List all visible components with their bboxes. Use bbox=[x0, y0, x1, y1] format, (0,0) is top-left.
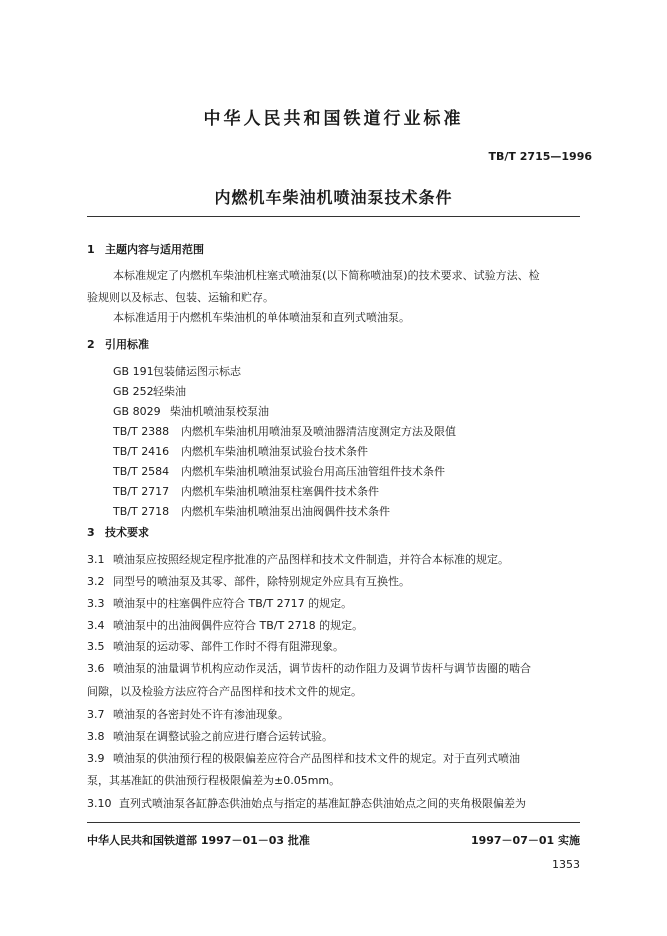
reference-title: 包装储运图示标志 bbox=[153, 365, 241, 378]
clause-text: 喷油泵中的出油阀偶件应符合 TB/T 2718 的规定。 bbox=[113, 619, 364, 632]
title-divider bbox=[87, 216, 580, 217]
reference-code: TB/T 2416 bbox=[113, 445, 170, 458]
reference-title: 内燃机车柴油机喷油泵试验台技术条件 bbox=[181, 445, 368, 458]
clause-text: 喷油泵应按照经规定程序批准的产品图样和技术文件制造，并符合本标准的规定。 bbox=[113, 553, 509, 566]
clause-number: 3.7 bbox=[87, 708, 105, 721]
reference-code: GB 252 bbox=[113, 385, 154, 398]
clause-text: 喷油泵的运动零、部件工作时不得有阻滞现象。 bbox=[113, 640, 344, 653]
clause-item bbox=[87, 750, 520, 766]
clause-item bbox=[87, 595, 352, 611]
clause-number: 3.2 bbox=[87, 575, 105, 588]
reference-code: TB/T 2717 bbox=[113, 485, 170, 498]
reference-item bbox=[113, 363, 241, 379]
clause-number: 3.9 bbox=[87, 752, 105, 765]
reference-code: TB/T 2388 bbox=[113, 425, 170, 438]
reference-code: GB 191 bbox=[113, 365, 154, 378]
clause-item bbox=[87, 551, 509, 567]
footer-divider bbox=[87, 822, 580, 823]
section-title: 技术要求 bbox=[105, 526, 149, 539]
clause-number: 3.4 bbox=[87, 619, 105, 632]
reference-item bbox=[113, 463, 445, 479]
reference-code: TB/T 2718 bbox=[113, 505, 170, 518]
reference-item bbox=[113, 503, 390, 519]
section-title: 主题内容与适用范围 bbox=[105, 243, 204, 256]
section-title: 引用标准 bbox=[105, 338, 149, 351]
clause-text: 喷油泵中的柱塞偶件应符合 TB/T 2717 的规定。 bbox=[113, 597, 353, 610]
reference-title: 内燃机车柴油机喷油泵出油阀偶件技术条件 bbox=[181, 505, 390, 518]
reference-title: 内燃机车柴油机用喷油泵及喷油器清洁度测定方法及限值 bbox=[181, 425, 456, 438]
reference-code: GB 8029 bbox=[113, 405, 161, 418]
clause-item bbox=[87, 706, 289, 722]
clause-continuation: 泵，其基准缸的供油预行程极限偏差为±0.05mm。 bbox=[87, 774, 341, 787]
clause-continuation: 间隙，以及检验方法应符合产品图样和技术文件的规定。 bbox=[87, 685, 362, 698]
reference-code: TB/T 2584 bbox=[113, 465, 170, 478]
clause-text: 喷油泵的供油预行程的极限偏差应符合产品图样和技术文件的规定。对于直列式喷油 bbox=[113, 752, 520, 765]
clause-number: 3.8 bbox=[87, 730, 105, 743]
reference-item bbox=[113, 423, 456, 439]
reference-title: 轻柴油 bbox=[153, 385, 186, 398]
clause-number: 3.6 bbox=[87, 662, 105, 675]
paragraph: 验规则以及标志、包装、运输和贮存。 bbox=[87, 291, 274, 304]
clause-number: 3.10 bbox=[87, 797, 112, 810]
clause-item bbox=[87, 728, 333, 744]
clause-text: 同型号的喷油泵及其零、部件，除特别规定外应具有互换性。 bbox=[113, 575, 410, 588]
paragraph: 本标准适用于内燃机车柴油机的单体喷油泵和直列式喷油泵。 bbox=[113, 311, 410, 324]
reference-item bbox=[113, 483, 379, 499]
clause-number: 3.5 bbox=[87, 640, 105, 653]
document-title: 内燃机车柴油机喷油泵技术条件 bbox=[214, 188, 453, 207]
implementation-date: 1997－07－01 实施 bbox=[470, 834, 580, 847]
clause-text: 喷油泵在调整试验之前应进行磨合运转试验。 bbox=[113, 730, 333, 743]
standard-title: 中华人民共和国铁道行业标准 bbox=[203, 109, 464, 129]
clause-text: 喷油泵的油量调节机构应动作灵活，调节齿杆的动作阻力及调节齿杆与调节齿圈的啮合 bbox=[113, 662, 531, 675]
section-1-heading bbox=[87, 241, 204, 257]
section-number: 3 bbox=[87, 526, 95, 539]
clause-number: 3.3 bbox=[87, 597, 105, 610]
reference-title: 内燃机车柴油机喷油泵柱塞偶件技术条件 bbox=[181, 485, 379, 498]
approval-note: 中华人民共和国铁道部 1997－01－03 批准 bbox=[87, 834, 310, 847]
reference-item bbox=[113, 443, 368, 459]
reference-title: 柴油机喷油泵校泵油 bbox=[170, 405, 269, 418]
clause-item bbox=[87, 660, 531, 676]
reference-item bbox=[113, 403, 269, 419]
clause-item bbox=[87, 795, 526, 811]
clause-text: 直列式喷油泵各缸静态供油始点与指定的基准缸静态供油始点之间的夹角极限偏差为 bbox=[119, 797, 526, 810]
clause-item bbox=[87, 617, 363, 633]
clause-number: 3.1 bbox=[87, 553, 105, 566]
reference-item bbox=[113, 383, 186, 399]
standard-code: TB/T 2715—1996 bbox=[488, 150, 592, 163]
clause-item bbox=[87, 573, 410, 589]
reference-title: 内燃机车柴油机喷油泵试验台用高压油管组件技术条件 bbox=[181, 465, 445, 478]
clause-text: 喷油泵的各密封处不许有渗油现象。 bbox=[113, 708, 289, 721]
paragraph: 本标准规定了内燃机车柴油机柱塞式喷油泵(以下简称喷油泵)的技术要求、试验方法、检 bbox=[113, 269, 540, 282]
section-3-heading bbox=[87, 524, 149, 540]
clause-item bbox=[87, 638, 344, 654]
section-number: 2 bbox=[87, 338, 95, 351]
section-number: 1 bbox=[87, 243, 95, 256]
section-2-heading bbox=[87, 336, 149, 352]
page-number: 1353 bbox=[552, 858, 580, 871]
